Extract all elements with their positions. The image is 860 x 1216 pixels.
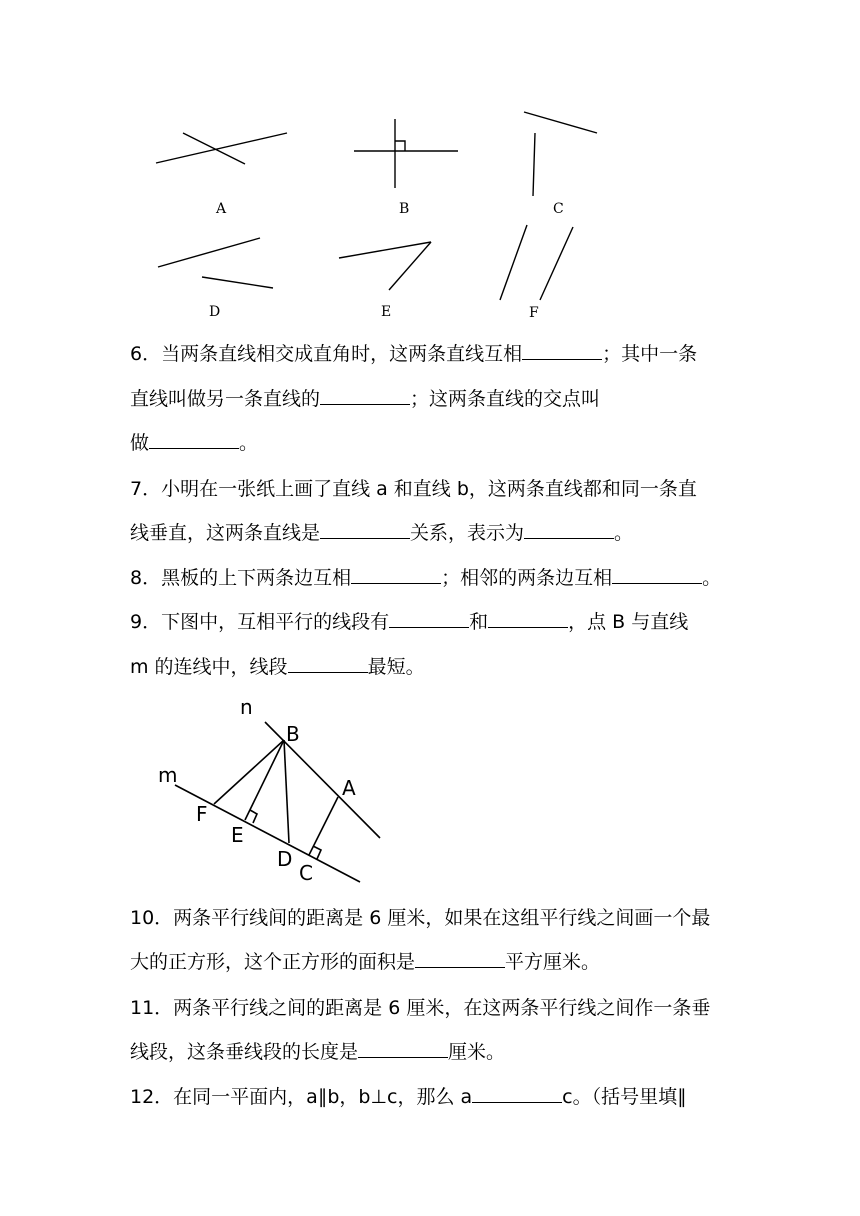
- question-8-text: 。: [702, 567, 722, 589]
- segment-bd: [284, 740, 289, 843]
- label-n: n: [240, 695, 253, 719]
- question-12-line-1: [130, 1085, 687, 1109]
- question-6-text: ；这两条直线的交点叫: [410, 388, 601, 410]
- question-10-text: 10．两条平行线间的距离是 6 厘米，如果在这组平行线之间画一个最: [130, 907, 711, 929]
- line-m: [175, 785, 360, 882]
- figure-label-a: A: [216, 201, 227, 217]
- question-9-text: 最短。: [367, 656, 425, 678]
- label-b: B: [286, 722, 300, 746]
- right-angle-mark-e: [250, 810, 257, 823]
- line-n: [265, 722, 380, 838]
- question-6-text: 。: [239, 432, 259, 454]
- label-d: D: [277, 847, 293, 871]
- question-6-text: 6．当两条直线相交成直角时，这两条直线互相: [130, 343, 523, 365]
- question-6-text: ；其中一条: [602, 343, 698, 365]
- label-a: A: [342, 776, 356, 800]
- figure-label-b: B: [399, 201, 410, 217]
- right-angle-mark-c: [313, 846, 321, 859]
- figure-label-d: D: [209, 304, 221, 320]
- segment-bf: [214, 740, 284, 804]
- question-6-text: 做: [130, 432, 150, 454]
- question-8-text: 8．黑板的上下两条边互相: [130, 567, 352, 589]
- label-e: E: [231, 823, 244, 847]
- question-7-text: 。: [614, 522, 634, 544]
- segment-be: [245, 740, 284, 820]
- question-8-text: ；相邻的两条边互相: [441, 567, 613, 589]
- question-9-text: 和: [469, 611, 489, 633]
- question-12-text: c。（括号里填∥: [562, 1086, 687, 1108]
- question-9-text: m 的连线中，线段: [130, 656, 288, 678]
- label-c: C: [299, 861, 313, 885]
- question-7-text: 关系，表示为: [410, 522, 525, 544]
- figure-label-c: C: [553, 201, 564, 217]
- label-f: F: [196, 802, 208, 826]
- question-11-text: 11．两条平行线之间的距离是 6 厘米，在这两条平行线之间作一条垂: [130, 997, 711, 1019]
- question-10-text: 大的正方形，这个正方形的面积是: [130, 951, 416, 973]
- answer-blank[interactable]: [415, 951, 505, 968]
- figure-label-e: E: [381, 304, 392, 320]
- figure-label-f: F: [529, 305, 539, 321]
- question-11-text: 厘米。: [448, 1041, 506, 1063]
- question-11-text: 线段，这条垂线段的长度是: [130, 1041, 359, 1063]
- question-10-line-2: [130, 950, 600, 974]
- question-9-text: ，点 B 与直线: [568, 611, 689, 633]
- question-7-text: 7．小明在一张纸上画了直线 a 和直线 b，这两条直线都和同一条直: [130, 478, 697, 500]
- answer-blank[interactable]: [472, 1086, 562, 1103]
- question-6-text: 直线叫做另一条直线的: [130, 388, 321, 410]
- question-12-text: 12．在同一平面内，a∥b，b⊥c，那么 a: [130, 1086, 473, 1108]
- question-11-line-2: [130, 1040, 505, 1064]
- question-7-text: 线垂直，这两条直线是: [130, 522, 321, 544]
- question-9-text: 9．下图中，互相平行的线段有: [130, 611, 390, 633]
- question-10-line-1: [130, 906, 710, 930]
- label-m: m: [158, 763, 178, 787]
- question-10-text: 平方厘米。: [505, 951, 601, 973]
- answer-blank[interactable]: [358, 1041, 448, 1058]
- question-11-line-1: [130, 996, 710, 1020]
